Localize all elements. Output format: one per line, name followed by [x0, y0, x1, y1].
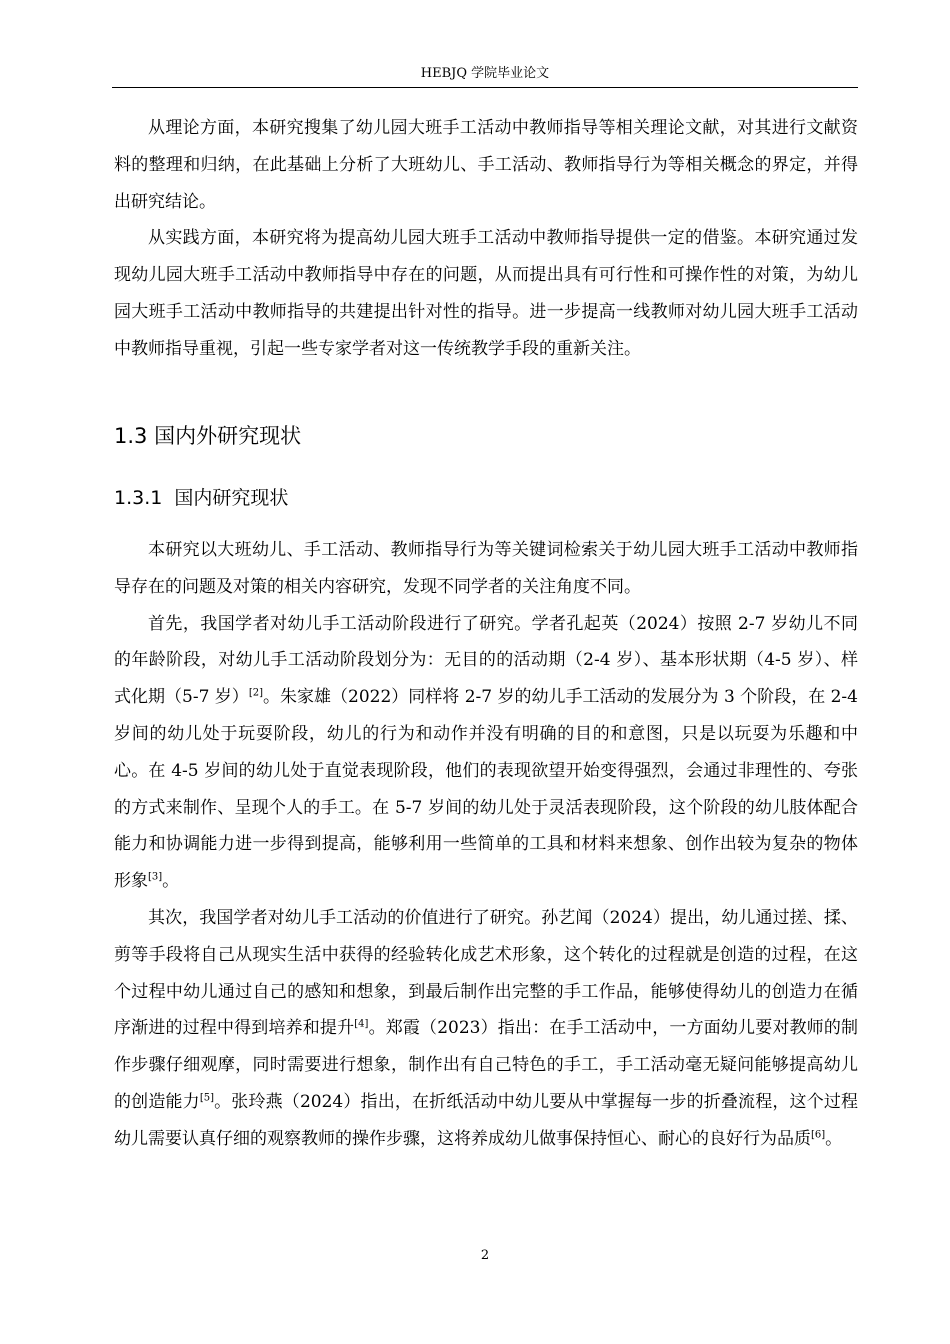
section-heading-1-3-1: [114, 485, 288, 511]
running-header: HEBJQ 学院毕业论文: [420, 66, 550, 81]
text-segment: 。: [825, 1128, 843, 1149]
paragraph-practice: 从实践方面，本研究将为提高幼儿园大班手工活动中教师指导提供一定的借鉴。本研究通过发现幼儿园大班手工活动中教师指导中存在的问题，从而提出具有可行性和可操作性的对策，为幼儿园大班手工活动中教师指导的共建提出针对性的指导。进一步提高一线教师对幼儿园大班手工活动中教师指导重视，引起一些专家学者对这一传统教学手段的重新关注。: [114, 228, 858, 359]
header-rule: [112, 87, 858, 88]
text-segment: 。朱家雄（2022）同样将 2-7 岁的幼儿手工活动的发展分为 3 个阶段，在 2-4 岁间的幼儿处于玩耍阶段，幼儿的行为和动作并没有明确的目的和意图，只是以玩耍为乐趣和中心。在 4-5 岁间的幼儿处于直觉表现阶段，他们的表现欲望开始变得强烈，会通过非理性的、夸张的方式来制作、呈现个人的手工。在 5-7 岁间的幼儿处于灵活表现阶段，这个阶段的幼儿肢体配合能力和协调能力进一步得到提高，能够利用一些简单的工具和材料来想象、创作出较为复杂的物体形象: [114, 687, 858, 892]
citation-ref: [6]: [811, 1129, 826, 1141]
intro-block: [114, 110, 858, 368]
citation-ref: [4]: [354, 1018, 369, 1030]
section-heading-1-3: 1.3 国内外研究现状: [114, 424, 302, 448]
paragraph-theory: 从理论方面，本研究搜集了幼儿园大班手工活动中教师指导等相关理论文献，对其进行文献资料的整理和归纳，在此基础上分析了大班幼儿、手工活动、教师指导行为等相关概念的界定，并得出研究结论。: [114, 118, 858, 212]
text-segment: 。张玲燕（2024）指出，在折纸活动中幼儿要从中掌握每一步的折叠流程，这个过程幼儿需要认真仔细的观察教师的操作步骤，这将养成幼儿做事保持恒心、耐心的良好行为品质: [114, 1091, 859, 1149]
paragraph-stages: [114, 606, 858, 900]
page-number: 2: [480, 1248, 490, 1263]
citation-ref: [5]: [199, 1092, 214, 1104]
paragraph-keywords: 本研究以大班幼儿、手工活动、教师指导行为等关键词检索关于幼儿园大班手工活动中教师指导存在的问题及对策的相关内容研究，发现不同学者的关注角度不同。: [114, 540, 858, 597]
paragraph-value: [114, 900, 858, 1158]
text-segment: 首先，我国学者对幼儿手工活动阶段进行了研究。学者孔起英（2024）按照 2-7 岁幼儿不同的年龄阶段，对幼儿手工活动阶段划分为：无目的的活动期（2-4 岁）、基本形状期（4-5 岁）、样式化期（5-7 岁）: [114, 613, 858, 708]
domestic-research-block: [114, 532, 858, 1158]
section-number: 1.3.1: [114, 487, 163, 509]
text-segment: 。: [162, 871, 180, 892]
text-segment: 其次，我国学者对幼儿手工活动的价值进行了研究。孙艺闻（2024）提出，幼儿通过搓、揉、剪等手段将自己从现实生活中获得的经验转化成艺术形象，这个转化的过程就是创造的过程，在这个过程中幼儿通过自己的感知和想象，到最后制作出完整的手工作品，能够使得幼儿的创造力在循序渐进的过程中得到培养和提升: [114, 907, 858, 1039]
section-title: 国内研究现状: [174, 487, 289, 509]
citation-ref: [2]: [248, 687, 263, 699]
text-segment: 。郑霞（2023）指出：在手工活动中，一方面幼儿要对教师的制作步骤仔细观摩，同时需要进行想象，制作出有自己特色的手工，手工活动毫无疑问能够提高幼儿的创造能力: [114, 1018, 859, 1112]
citation-ref: [3]: [148, 871, 163, 883]
